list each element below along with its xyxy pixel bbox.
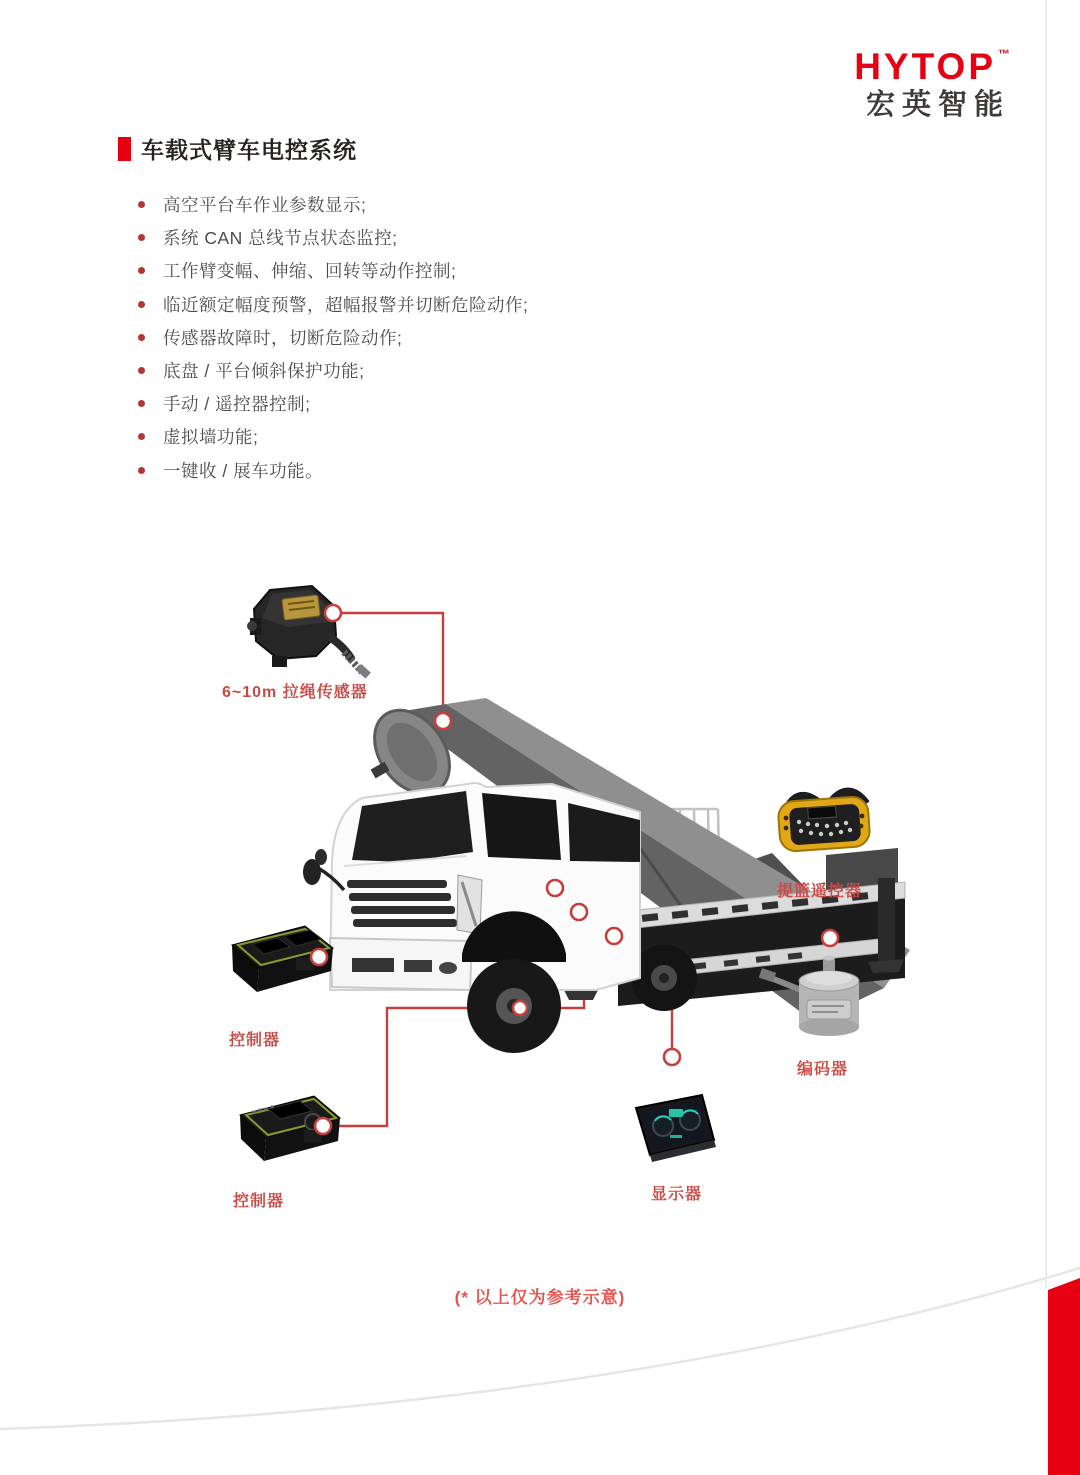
encoder-top-cap-inner	[806, 971, 852, 985]
bullet-icon	[138, 334, 145, 341]
list-item	[136, 254, 528, 287]
logo-wordmark	[854, 48, 1010, 85]
footer-note: (* 以上仅为参考示意)	[454, 1288, 626, 1307]
bullet-icon	[138, 367, 145, 374]
feature-text: 系统 CAN 总线节点状态监控;	[163, 228, 398, 249]
logo-brand-text: HYTOP	[854, 46, 996, 87]
feature-text: 手动 / 遥控器控制;	[163, 394, 311, 415]
bullet-icon	[138, 234, 145, 241]
node-wheel	[513, 1001, 527, 1015]
title-accent-bar	[118, 137, 131, 161]
page-title: 车载式臂车电控系统	[141, 137, 357, 163]
section-title-row	[118, 132, 357, 165]
feature-text: 传感器故障时，切断危险动作;	[163, 327, 403, 348]
node-display	[664, 1049, 680, 1065]
logo-subtitle: 宏英智能	[865, 89, 1010, 121]
truck-cab	[303, 783, 640, 1053]
system-diagram	[0, 560, 1080, 1240]
label-rope-sensor: 6~10m 拉绳传感器	[222, 684, 368, 701]
label-controller-bottom: 控制器	[233, 1193, 285, 1210]
list-item	[136, 420, 528, 453]
bullet-icon	[138, 400, 145, 407]
display-illustration	[636, 1095, 716, 1162]
label-basket-remote: 提篮遥控器	[777, 883, 863, 900]
feature-text: 虚拟墙功能;	[163, 427, 259, 448]
label-encoder: 编码器	[797, 1061, 849, 1078]
feature-text: 一键收 / 展车功能。	[163, 460, 324, 481]
bumper-slot	[404, 960, 432, 972]
feature-text: 高空平台车作业参数显示;	[163, 195, 367, 216]
rear-wheel-center	[659, 973, 669, 983]
feature-list	[136, 188, 528, 487]
side-mirror-small	[315, 849, 327, 865]
rope-sensor-illustration	[247, 586, 371, 679]
bullet-icon	[138, 467, 145, 474]
node-bed-front	[571, 904, 587, 920]
list-item	[136, 354, 528, 387]
list-item	[136, 188, 528, 221]
bullet-icon	[138, 201, 145, 208]
logo	[854, 48, 1010, 120]
trademark-symbol: ™	[998, 47, 1010, 61]
display-readout	[669, 1109, 683, 1117]
node-cab-rear	[547, 880, 563, 896]
node-chassis	[606, 928, 622, 944]
list-item	[136, 221, 528, 254]
bullet-icon	[138, 267, 145, 274]
list-item	[136, 321, 528, 354]
feature-text: 临近额定幅度预警，超幅报警并切断危险动作;	[163, 294, 529, 315]
fog-light	[439, 962, 457, 974]
door-window	[482, 793, 561, 860]
node-controller-top	[311, 949, 327, 965]
sensor-foot	[272, 656, 287, 667]
encoder-label	[807, 1000, 851, 1019]
list-item	[136, 288, 528, 321]
node-rope-sensor	[325, 605, 341, 621]
bullet-icon	[138, 301, 145, 308]
label-controller-top: 控制器	[229, 1032, 281, 1049]
feature-text: 工作臂变幅、伸缩、回转等动作控制;	[163, 261, 457, 282]
display-bar	[670, 1135, 682, 1138]
bumper-slot	[352, 958, 394, 972]
remote-screen	[808, 806, 837, 819]
sensor-side-knob	[247, 621, 257, 631]
rear-outrigger	[878, 878, 895, 963]
bullet-icon	[138, 433, 145, 440]
feature-text: 底盘 / 平台倾斜保护功能;	[163, 361, 365, 382]
encoder-body-bottom	[799, 1018, 859, 1036]
front-outrigger-foot	[564, 990, 598, 1000]
node-boom-tip	[435, 713, 451, 729]
label-display: 显示器	[651, 1186, 703, 1203]
node-controller-bottom	[315, 1118, 331, 1134]
encoder-shaft-top	[823, 956, 835, 961]
node-encoder	[822, 930, 838, 946]
basket-remote-illustration	[777, 792, 870, 852]
list-item	[136, 387, 528, 420]
list-item	[136, 454, 528, 487]
